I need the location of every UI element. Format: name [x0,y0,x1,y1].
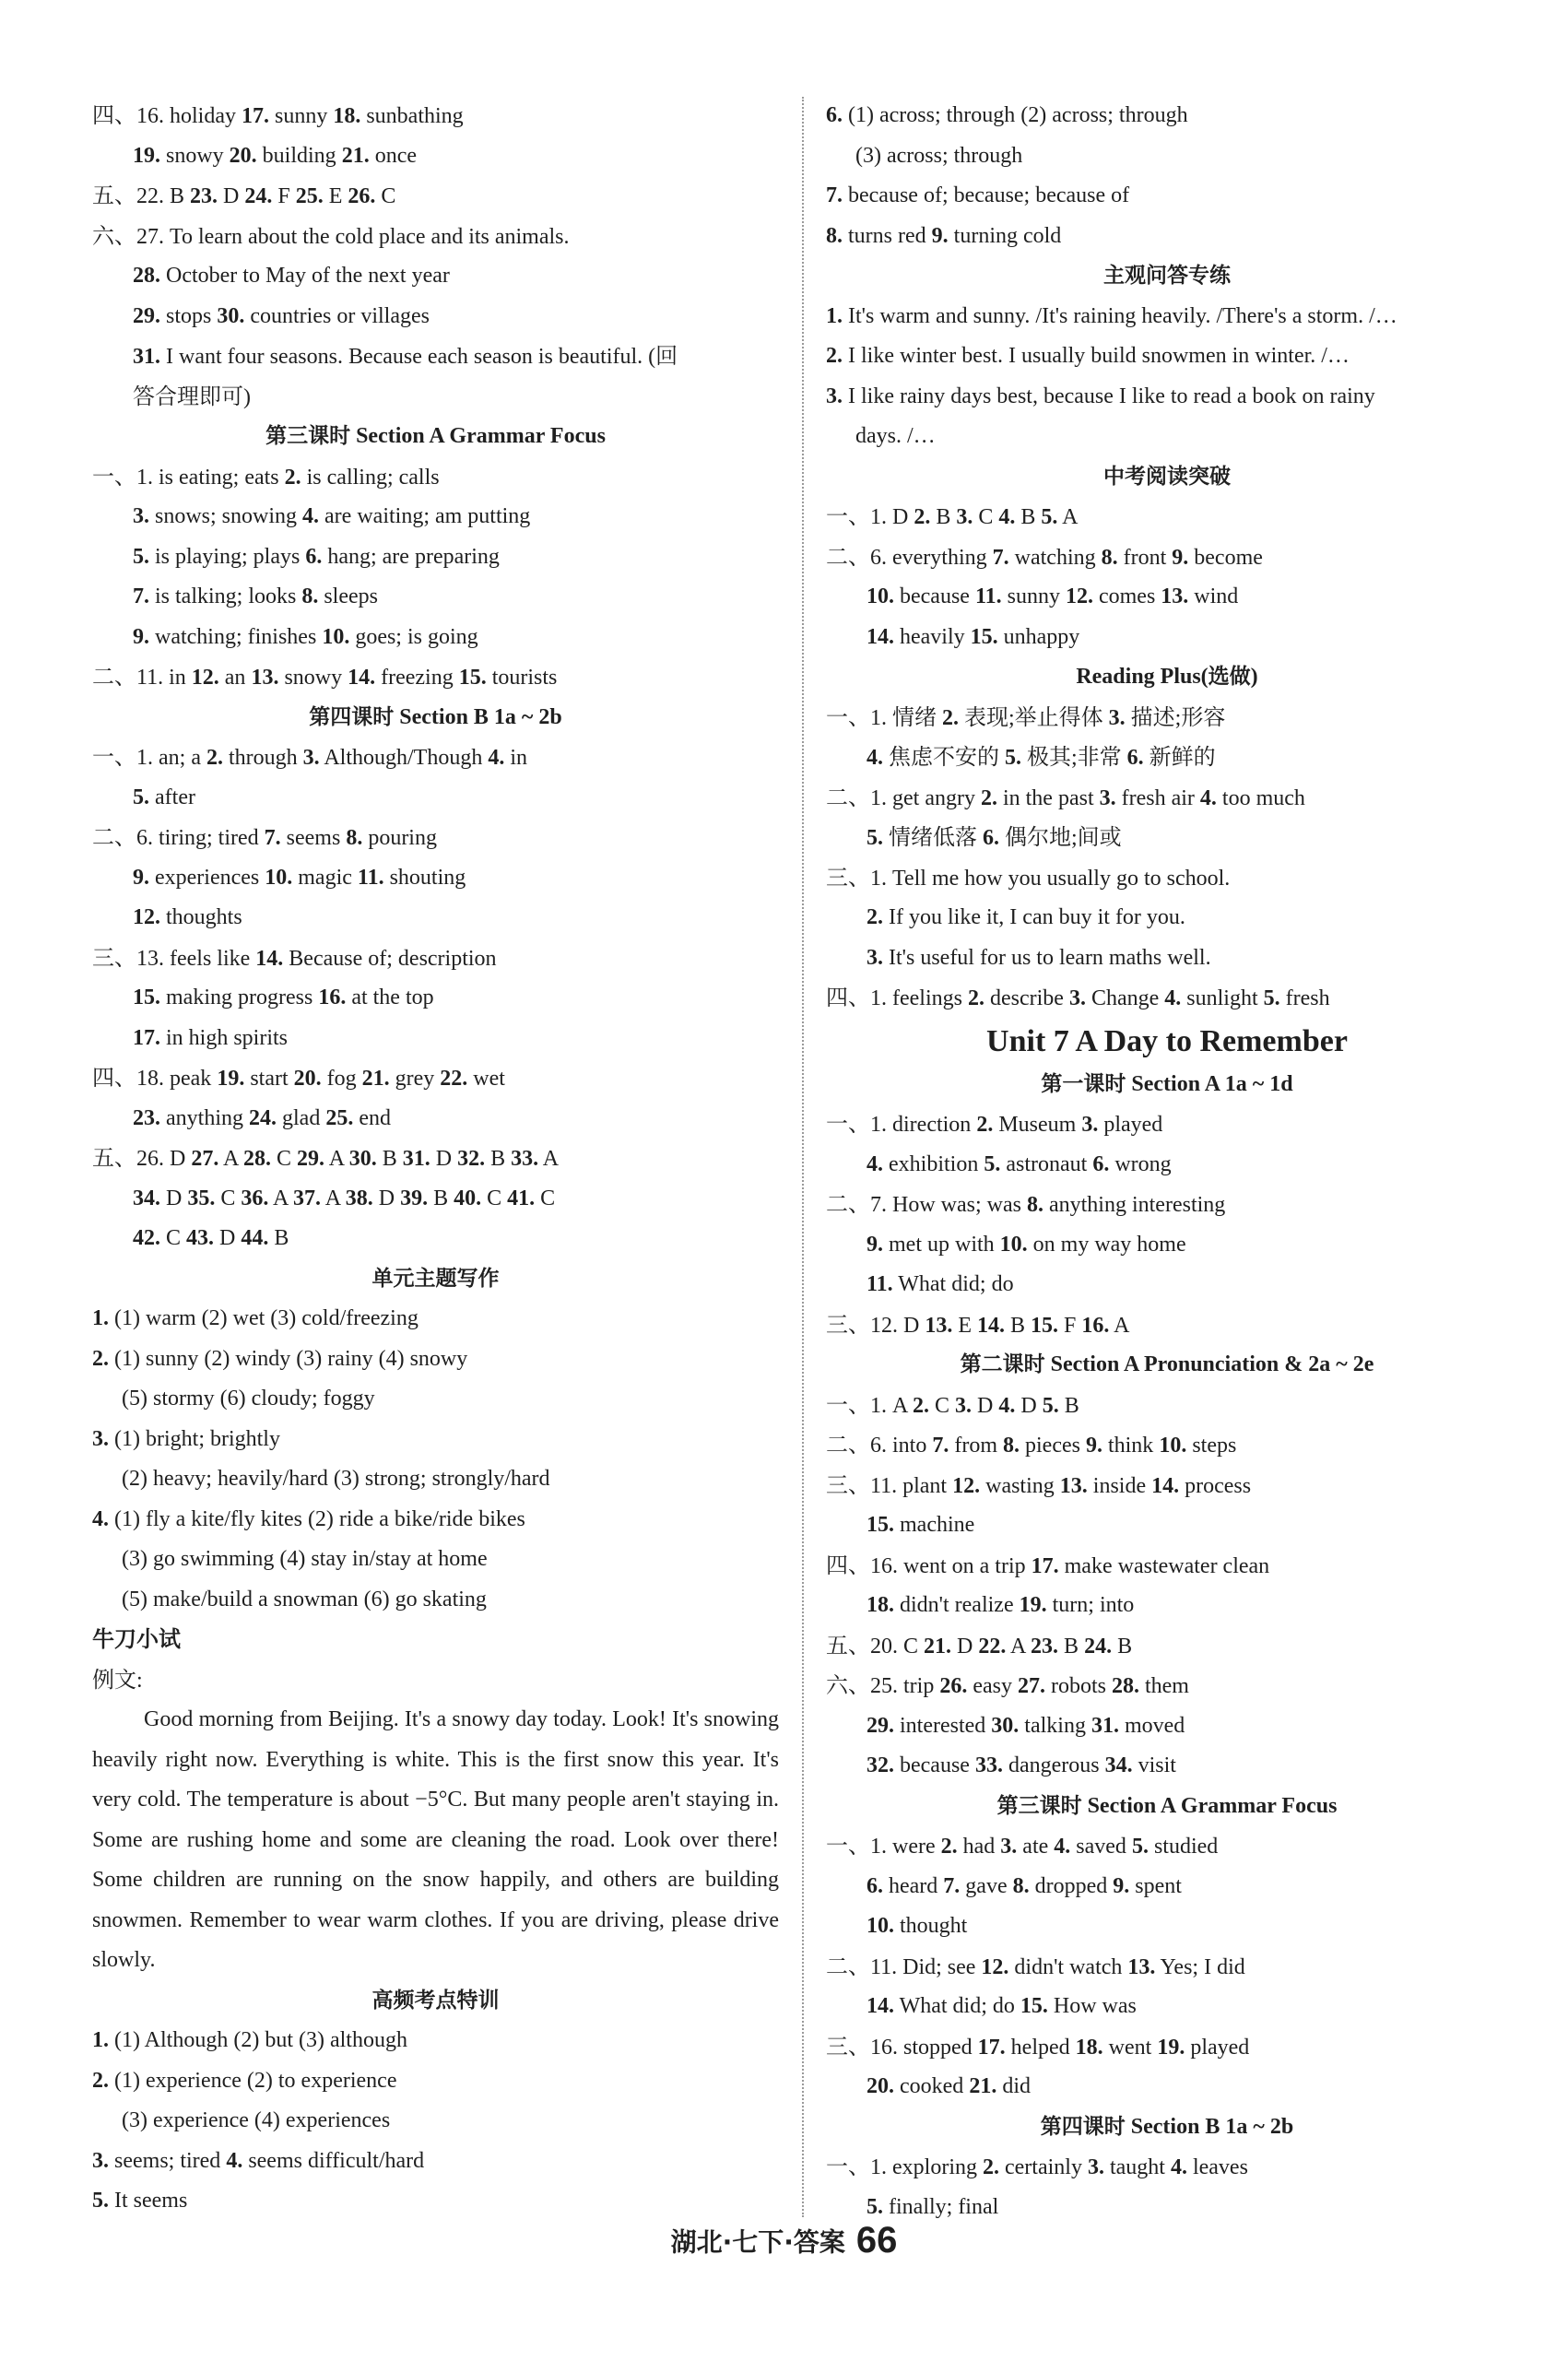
right-answer-line-35: 15. machine [867,1513,975,1537]
left-answer-line-21: 三、13. feels like 14. Because of; description [92,944,497,971]
left-answer-line-12: 7. is talking; looks 8. sleeps [133,584,378,608]
left-answer-line-14: 二、11. in 12. an 13. snowy 14. freezing 15. tourists [92,664,558,690]
left-answer-line-25: 23. anything 24. glad 25. end [133,1105,391,1130]
right-answer-line-27: 二、7. How was; was 8. anything interesting [826,1191,1226,1217]
right-answer-line-36: 四、16. went on a trip 17. make wastewater clean [826,1552,1270,1578]
left-answer-line-22: 15. making progress 16. at the top [133,986,434,1009]
right-answer-line-48: 三、16. stopped 17. helped 18. went 19. played [826,2033,1250,2060]
left-answer-line-2: 五、22. B 23. D 24. F 25. E 26. C [92,183,396,208]
left-answer-line-30: 1. (1) warm (2) wet (3) cold/freezing [92,1306,419,1330]
left-answer-line-10: 3. snows; snowing 4. are waiting; am putting [133,504,531,528]
left-answer-line-7: 答合理即可) [133,383,251,409]
left-answer-line-6: 31. I want four seasons. Because each season is beautiful. (回 [133,343,678,369]
right-answer-line-12: 10. because 11. sunny 12. comes 13. wind [867,584,1239,608]
left-answer-line-19: 9. experiences 10. magic 11. shouting [133,865,466,890]
left-answer-line-28: 42. C 43. D 44. B [133,1226,289,1250]
right-answer-line-19: 三、1. Tell me how you usually go to school. [826,864,1231,891]
left-column [92,96,779,2222]
left-answer-line-27: 34. D 35. C 36. A 37. A 38. D 39. B 40. C 41. C [133,1186,556,1210]
left-answer-line-17: 5. after [133,785,195,809]
right-answer-line-52: 5. finally; final [867,2194,999,2219]
right-answer-line-8: days. /… [855,424,936,448]
left-answer-line-0: 四、16. holiday 17. sunny 18. sunbathing [92,102,464,128]
right-answer-line-20: 2. If you like it, I can buy it for you. [867,905,1185,929]
right-answer-line-6: 2. I like winter best. I usually build snowmen in winter. /… [826,344,1350,368]
left-answer-line-11: 5. is playing; plays 6. hang; are preparing [133,544,500,569]
left-answer-line-44: (3) experience (4) experiences [122,2108,391,2132]
page-footer [0,2220,1568,2261]
right-answer-line-22: 四、1. feelings 2. describe 3. Change 4. sunlight 5. fresh [826,985,1330,1010]
right-answer-line-43: 一、1. were 2. had 3. ate 4. saved 5. studied [826,1833,1219,1859]
left-answer-line-46: 5. It seems [92,2189,188,2213]
right-section-heading-42: 第三课时 Section A Grammar Focus [996,1793,1338,1818]
page-number: 66 [855,2220,898,2261]
right-answer-line-18: 5. 情绪低落 6. 偶尔地;间或 [867,824,1122,850]
left-section-heading-15: 第四课时 Section B 1a ~ 2b [309,704,562,729]
left-answer-line-31: 2. (1) sunny (2) windy (3) rainy (4) snowy [92,1346,468,1371]
right-section-heading-14: Reading Plus(选做) [1076,665,1258,689]
right-answer-line-38: 五、20. C 21. D 22. A 23. B 24. B [826,1632,1133,1659]
right-answer-line-2: 7. because of; because; because of [826,183,1130,207]
right-answer-line-45: 10. thought [867,1914,968,1938]
right-answer-line-11: 二、6. everything 7. watching 8. front 9. become [826,543,1263,570]
left-answer-line-1: 19. snowy 20. building 21. once [133,143,417,168]
right-answer-line-49: 20. cooked 21. did [867,2074,1031,2098]
left-answer-line-13: 9. watching; finishes 10. goes; is going [133,624,478,649]
left-answer-line-5: 29. stops 30. countries or villages [133,303,430,328]
left-answer-line-33: 3. (1) bright; brightly [92,1426,280,1451]
left-section-heading-41: 高频考点特训 [371,1988,500,2013]
footer-text: 湖北·七下·答案 [670,2226,845,2258]
right-answer-line-7: 3. I like rainy days best, because I like to read a book on rainy [826,384,1375,408]
right-section-heading-4: 主观问答专练 [1103,264,1231,288]
right-answer-line-33: 二、6. into 7. from 8. pieces 9. think 10. steps [826,1432,1237,1458]
left-answer-line-24: 四、18. peak 19. start 20. fog 21. grey 22. wet [92,1065,505,1091]
right-answer-line-25: 一、1. direction 2. Museum 3. played [826,1111,1163,1137]
left-answer-line-26: 五、26. D 27. A 28. C 29. A 30. B 31. D 32. B 33. A [92,1145,560,1171]
left-answer-line-39: 例文: [92,1666,143,1693]
right-answer-line-28: 9. met up with 10. on my way home [867,1232,1186,1257]
right-answer-line-3: 8. turns red 9. turning cold [826,223,1062,248]
right-answer-line-5: 1. It's warm and sunny. /It's raining heavily. /There's a storm. /… [826,303,1397,328]
right-answer-line-21: 3. It's useful for us to learn maths well. [867,945,1211,970]
right-answer-line-41: 32. because 33. dangerous 34. visit [867,1753,1176,1777]
left-answer-line-35: 4. (1) fly a kite/fly kites (2) ride a bike/ride bikes [92,1506,525,1531]
left-answer-line-45: 3. seems; tired 4. seems difficult/hard [92,2148,425,2173]
left-answer-line-32: (5) stormy (6) cloudy; foggy [122,1387,375,1411]
right-answer-line-17: 二、1. get angry 2. in the past 3. fresh air 4. too much [826,784,1305,810]
left-answer-line-42: 1. (1) Although (2) but (3) although [92,2028,407,2052]
right-answer-line-29: 11. What did; do [867,1272,1014,1296]
right-answer-line-39: 六、25. trip 26. easy 27. robots 28. them [826,1672,1189,1698]
right-answer-line-15: 一、1. 情绪 2. 表现;举止得体 3. 描述;形容 [826,703,1226,730]
right-section-heading-31: 第二课时 Section A Pronunciation & 2a ~ 2e [960,1352,1374,1376]
right-answer-line-44: 6. heard 7. gave 8. dropped 9. spent [867,1873,1182,1898]
left-answer-line-36: (3) go swimming (4) stay in/stay at home [122,1547,488,1571]
left-answer-line-20: 12. thoughts [133,905,242,929]
left-answer-line-3: 六、27. To learn about the cold place and its animals. [92,222,570,249]
right-answer-line-40: 29. interested 30. talking 31. moved [867,1713,1185,1738]
right-unit-title-23: Unit 7 A Day to Remember [986,1023,1348,1058]
left-section-heading-29: 单元主题写作 [371,1266,500,1291]
right-section-heading-9: 中考阅读突破 [1103,464,1231,489]
right-answer-line-1: (3) across; through [855,143,1023,168]
right-answer-line-10: 一、1. D 2. B 3. C 4. B 5. A [826,503,1079,529]
left-answer-line-37: (5) make/build a snowman (6) go skating [122,1587,487,1611]
right-answer-line-13: 14. heavily 15. unhappy [867,624,1080,649]
right-answer-line-30: 三、12. D 13. E 14. B 15. F 16. A [826,1311,1130,1338]
right-answer-line-0: 6. (1) across; through (2) across; through [826,103,1188,127]
right-answer-line-47: 14. What did; do 15. How was [867,1994,1137,2018]
right-answer-line-34: 三、11. plant 12. wasting 13. inside 14. process [826,1471,1252,1498]
right-answer-line-32: 一、1. A 2. C 3. D 4. D 5. B [826,1391,1079,1418]
left-answer-line-16: 一、1. an; a 2. through 3. Although/Though 4. in [92,744,527,770]
left-answer-line-38: 牛刀小试 [92,1626,181,1652]
right-section-heading-24: 第一课时 Section A 1a ~ 1d [1041,1071,1293,1096]
left-answer-line-9: 一、1. is eating; eats 2. is calling; calls [92,463,440,490]
column-divider [802,97,804,2217]
left-answer-line-18: 二、6. tiring; tired 7. seems 8. pouring [92,824,437,850]
right-answer-line-26: 4. exhibition 5. astronaut 6. wrong [867,1151,1172,1176]
right-answer-line-16: 4. 焦虑不安的 5. 极其;非常 6. 新鲜的 [867,744,1216,770]
right-answer-line-46: 二、11. Did; see 12. didn't watch 13. Yes; I did [826,1953,1245,1979]
right-answer-line-37: 18. didn't realize 19. turn; into [867,1593,1135,1617]
left-answer-line-34: (2) heavy; heavily/hard (3) strong; strongly/hard [122,1467,550,1491]
left-answer-line-4: 28. October to May of the next year [133,264,450,288]
left-sample-essay-40: Good morning from Beijing. It's a snowy day today. Look! It's snowing heavily right now. Everything is white. This is the first snow this year. It's very cold. The temperature is about −5°C. But many people aren't staying in. Some are rushing home and some are cleaning the road. Look over there! Some children are running on the snow happily, and others are building snowmen. Remember to wear warm clothes. If you are driving, please drive slowly. [92,1707,779,1972]
left-answer-line-43: 2. (1) experience (2) to experience [92,2068,397,2093]
right-section-heading-50: 第四课时 Section B 1a ~ 2b [1040,2114,1294,2139]
left-section-heading-8: 第三课时 Section A Grammar Focus [265,424,606,448]
right-column [826,96,1508,2227]
right-answer-line-51: 一、1. exploring 2. certainly 3. taught 4. leaves [826,2154,1248,2179]
left-answer-line-23: 17. in high spirits [133,1025,289,1050]
